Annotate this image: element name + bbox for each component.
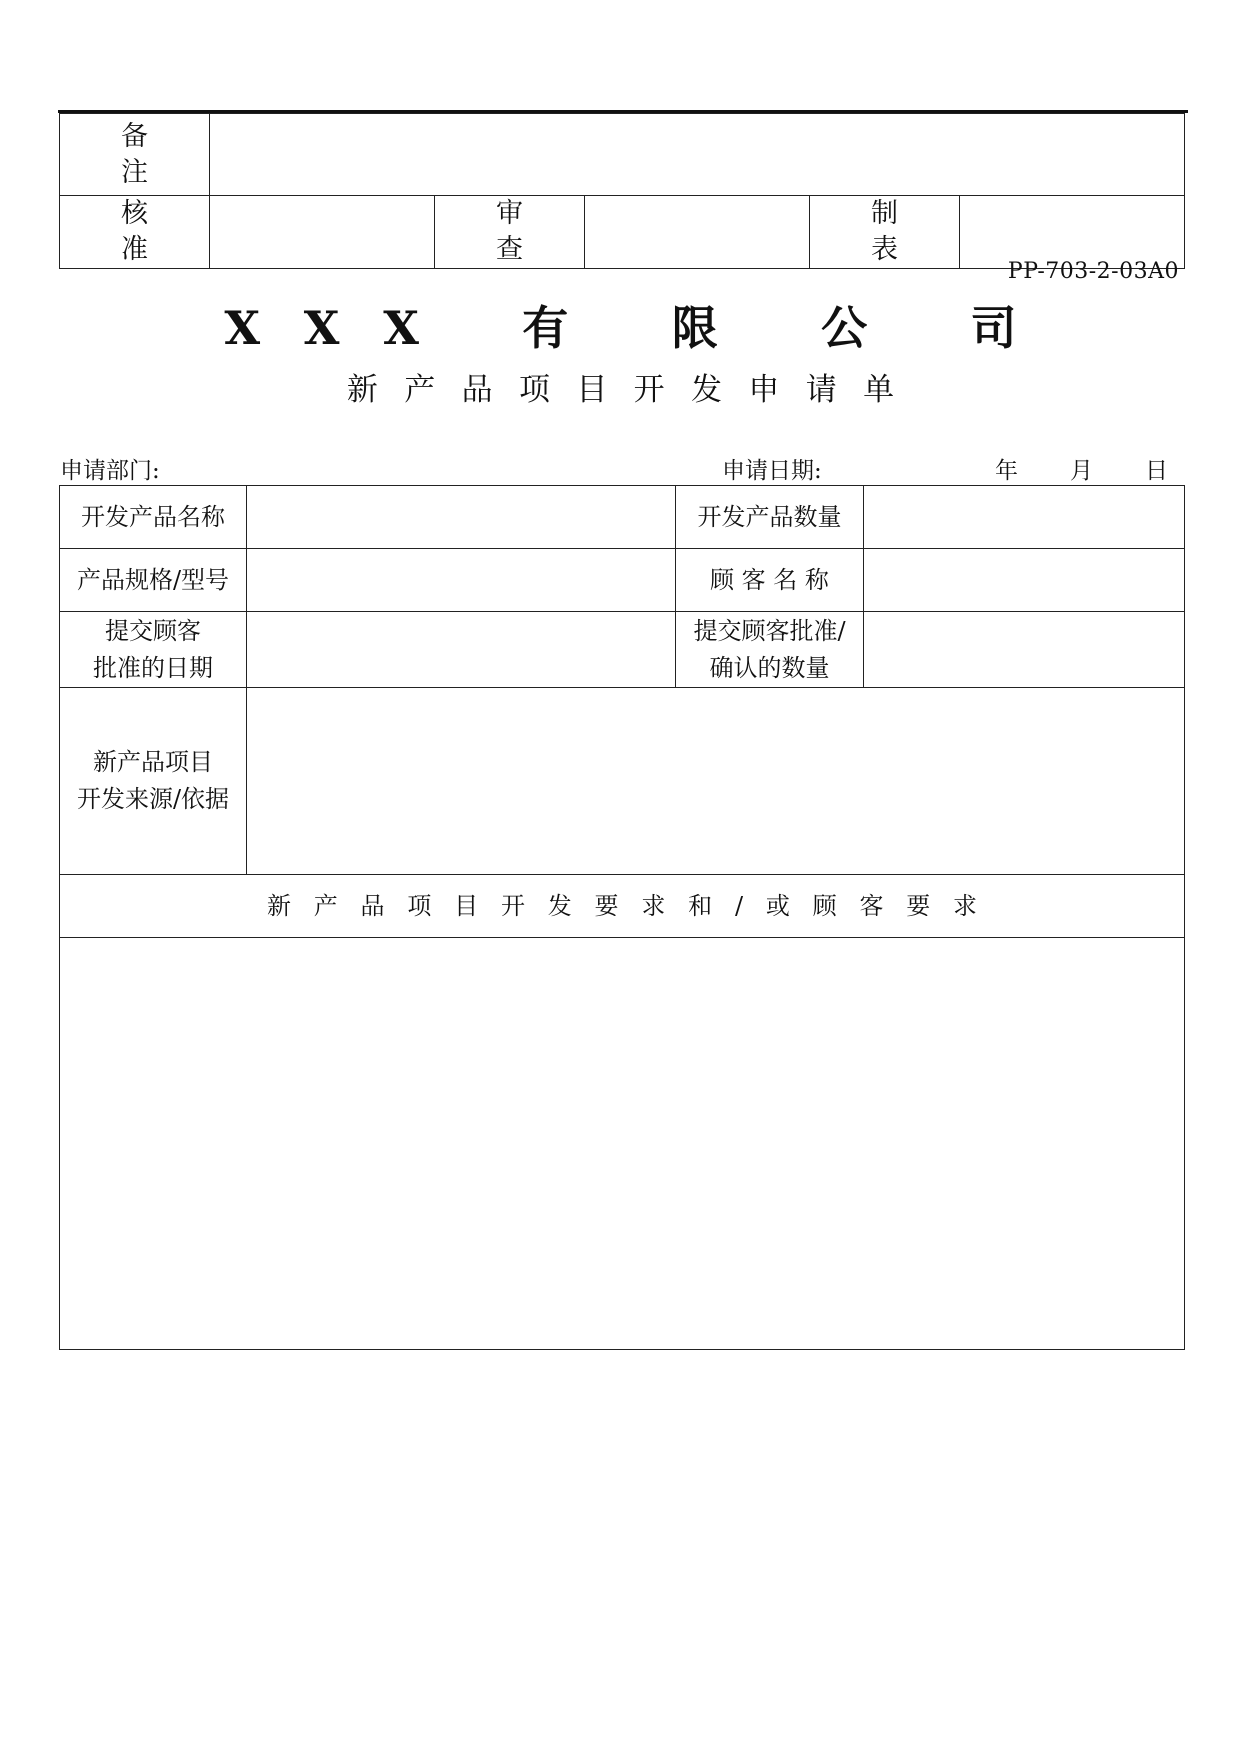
source-basis-label-line2: 开发来源/依据 bbox=[76, 785, 230, 813]
remarks-field[interactable] bbox=[210, 114, 1185, 196]
date-year-label: 年 bbox=[995, 458, 1018, 484]
department-label: 申请部门: bbox=[60, 458, 160, 484]
product-quantity-label: 开发产品数量 bbox=[676, 486, 864, 549]
prepare-field[interactable] bbox=[960, 196, 1185, 269]
product-name-label: 开发产品名称 bbox=[60, 486, 247, 549]
customer-name-label: 顾 客 名 称 bbox=[676, 549, 864, 612]
review-field[interactable] bbox=[585, 196, 810, 269]
document-code: PP-703-2-03A0 bbox=[1007, 259, 1179, 284]
submit-quantity-field[interactable] bbox=[864, 612, 1185, 688]
submit-date-field[interactable] bbox=[247, 612, 676, 688]
approval-table bbox=[59, 113, 1185, 269]
requirements-field[interactable] bbox=[60, 938, 1185, 1350]
company-name: XXX 有 限 公 司 bbox=[224, 301, 1061, 355]
review-label: 审 查 bbox=[435, 196, 585, 269]
product-spec-field[interactable] bbox=[247, 549, 676, 612]
approve-field[interactable] bbox=[210, 196, 435, 269]
form-title: 新产品项目开发申请单 bbox=[346, 372, 921, 408]
submit-date-label-line2: 批准的日期 bbox=[93, 653, 213, 682]
requirements-header: 新产品项目开发要求和/或顾客要求 bbox=[60, 875, 1185, 938]
product-quantity-field[interactable] bbox=[864, 486, 1185, 549]
remarks-label: 备 注 bbox=[60, 114, 210, 196]
submit-date-label-line1: 提交顾客 bbox=[105, 616, 201, 645]
submit-quantity-label-line1: 提交顾客批准/ bbox=[693, 616, 846, 645]
date-month-label: 月 bbox=[1070, 458, 1093, 484]
submit-date-label bbox=[60, 612, 247, 688]
product-name-field[interactable] bbox=[247, 486, 676, 549]
date-label: 申请日期: bbox=[722, 458, 822, 484]
source-basis-label bbox=[60, 688, 247, 875]
customer-name-field[interactable] bbox=[864, 549, 1185, 612]
submit-quantity-label bbox=[676, 612, 864, 688]
product-spec-label: 产品规格/型号 bbox=[60, 549, 247, 612]
source-basis-label-line1: 新产品项目 bbox=[93, 748, 213, 776]
source-basis-field[interactable] bbox=[247, 688, 1185, 875]
date-day-label: 日 bbox=[1145, 458, 1168, 484]
prepare-label: 制 表 bbox=[810, 196, 960, 269]
approve-label: 核 准 bbox=[60, 196, 210, 269]
submit-quantity-label-line2: 确认的数量 bbox=[709, 653, 830, 682]
application-table bbox=[59, 485, 1185, 1350]
